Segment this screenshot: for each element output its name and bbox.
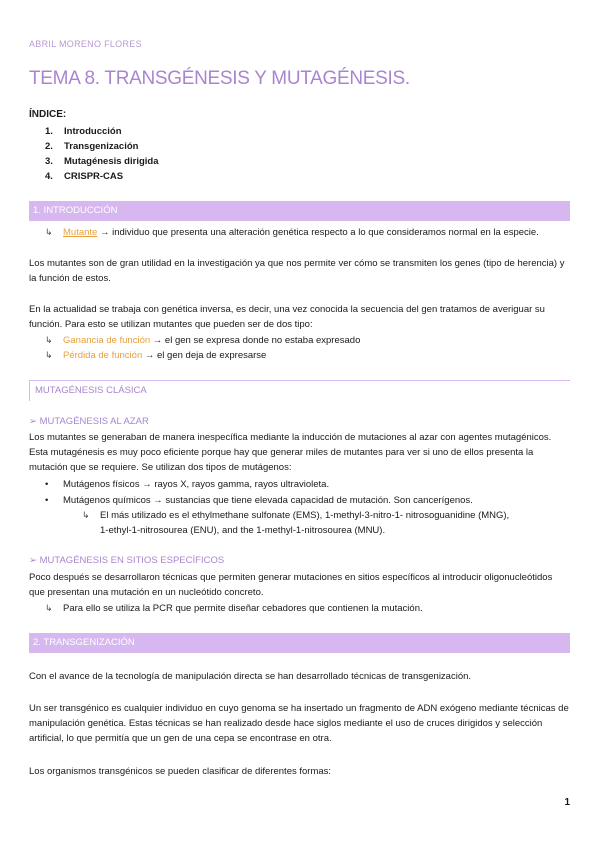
index-item: 4. CRISPR-CAS	[45, 171, 124, 182]
hook-arrow-icon: ↳	[45, 227, 53, 237]
hook-arrow-icon: ↳	[45, 603, 53, 613]
transgenizacion-paragraph-3: Los organismos transgénicos se pueden clasificar de diferentes formas:	[29, 766, 332, 777]
gain-of-function-item: ↳ Ganancia de función → el gen se expresa donde no estaba expresado	[45, 335, 361, 346]
page-title: TEMA 8. TRANSGÉNESIS Y MUTAGÉNESIS.	[29, 68, 410, 89]
index-item: 2. Transgenización	[45, 141, 139, 152]
quimicos-item: • Mutágenos químicos → sustancias que tiene elevada capacidad de mutación. Son cancerígenos.	[45, 495, 473, 506]
azar-heading: ➢ MUTAGÉNESIS AL AZAR	[29, 416, 149, 427]
transgenizacion-paragraph-2: Un ser transgénico es cualquier individuo en cuyo genoma se ha insertado un fragmento de ADN exógeno mediante técnicas de manipulación genética. Estas técnicas se han realizado desde hace siglos mediante el uso de cruces dirigidos y selección artificial, lo que permitía que un gen de una cepa se encontrase en otra.	[29, 703, 569, 744]
especificos-paragraph: Poco después se desarrollaron técnicas que permiten generar mutaciones en sitios específicos al introducir oligonucleótidos que presentan una mutación en un nucleótido concreto.	[29, 572, 553, 598]
especificos-heading: ➢ MUTAGÉNESIS EN SITIOS ESPECÍFICOS	[29, 555, 225, 566]
intro-paragraph-2: En la actualidad se trabaja con genética inversa, es decir, una vez conocida la secuencia del gen tratamos de averiguar su función. Para esto se utilizan mutantes que pueden ser de dos tipo:	[29, 304, 545, 330]
pcr-item: ↳ Para ello se utiliza la PCR que permite diseñar cebadores que contienen la mutación.	[45, 603, 423, 614]
mutant-term: Mutante	[63, 227, 98, 238]
intro-paragraph-1: Los mutantes son de gran utilidad en la investigación ya que nos permite ver cómo se transmiten los genes (tipo de herencia) y la función de estos.	[29, 258, 565, 284]
quimicos-detail: ↳ El más utilizado es el ethylmethane sulfonate (EMS), 1-methyl-3-nitro-1- nitrosoguanidine (MNG),	[82, 510, 510, 521]
fisicos-item: • Mutágenos físicos → rayos X, rayos gamma, rayos ultravioleta.	[45, 479, 330, 490]
quimicos-detail-cont: 1-ethyl-1-nitrosourea (ENU), and the 1-methyl-1-nitrosourea (MNU).	[100, 525, 386, 536]
author-name: ABRIL MORENO FLORES	[29, 39, 142, 49]
transgenizacion-paragraph-1: Con el avance de la tecnología de manipulación directa se han desarrollado técnicas de transgenización.	[29, 671, 472, 682]
section-heading-transgenizacion: 2. TRANSGENIZACIÓN	[29, 633, 570, 653]
hook-arrow-icon: ↳	[45, 335, 53, 345]
azar-paragraph: Los mutantes se generaban de manera inespecífica mediante la inducción de mutaciones al azar con agentes mutagénicos. Esta mutagénesis es muy poco eficiente porque hay que generar miles de mutantes para ver si uno de ellos presenta la mutación que se requiere. Se utilizan dos tipos de mutágenos:	[29, 432, 552, 473]
loss-of-function-item: ↳ Pérdida de función → el gen deja de expresarse	[45, 350, 267, 361]
hook-arrow-icon: ↳	[82, 510, 90, 520]
page-number: 1	[564, 797, 570, 808]
index-title: ÍNDICE:	[29, 109, 67, 120]
subsection-heading-clasica: MUTAGÉNESIS CLÁSICA	[29, 380, 570, 401]
index-list	[45, 124, 159, 184]
hook-arrow-icon: ↳	[45, 350, 53, 360]
index-item: 3. Mutagénesis dirigida	[45, 156, 159, 167]
index-item: 1. Introducción	[45, 126, 122, 137]
section-heading-introduccion: 1. INTRODUCCIÓN	[29, 201, 570, 221]
mutant-definition: ↳ Mutante → individuo que presenta una alteración genética respecto a lo que consideramos normal en la especie.	[45, 227, 539, 238]
